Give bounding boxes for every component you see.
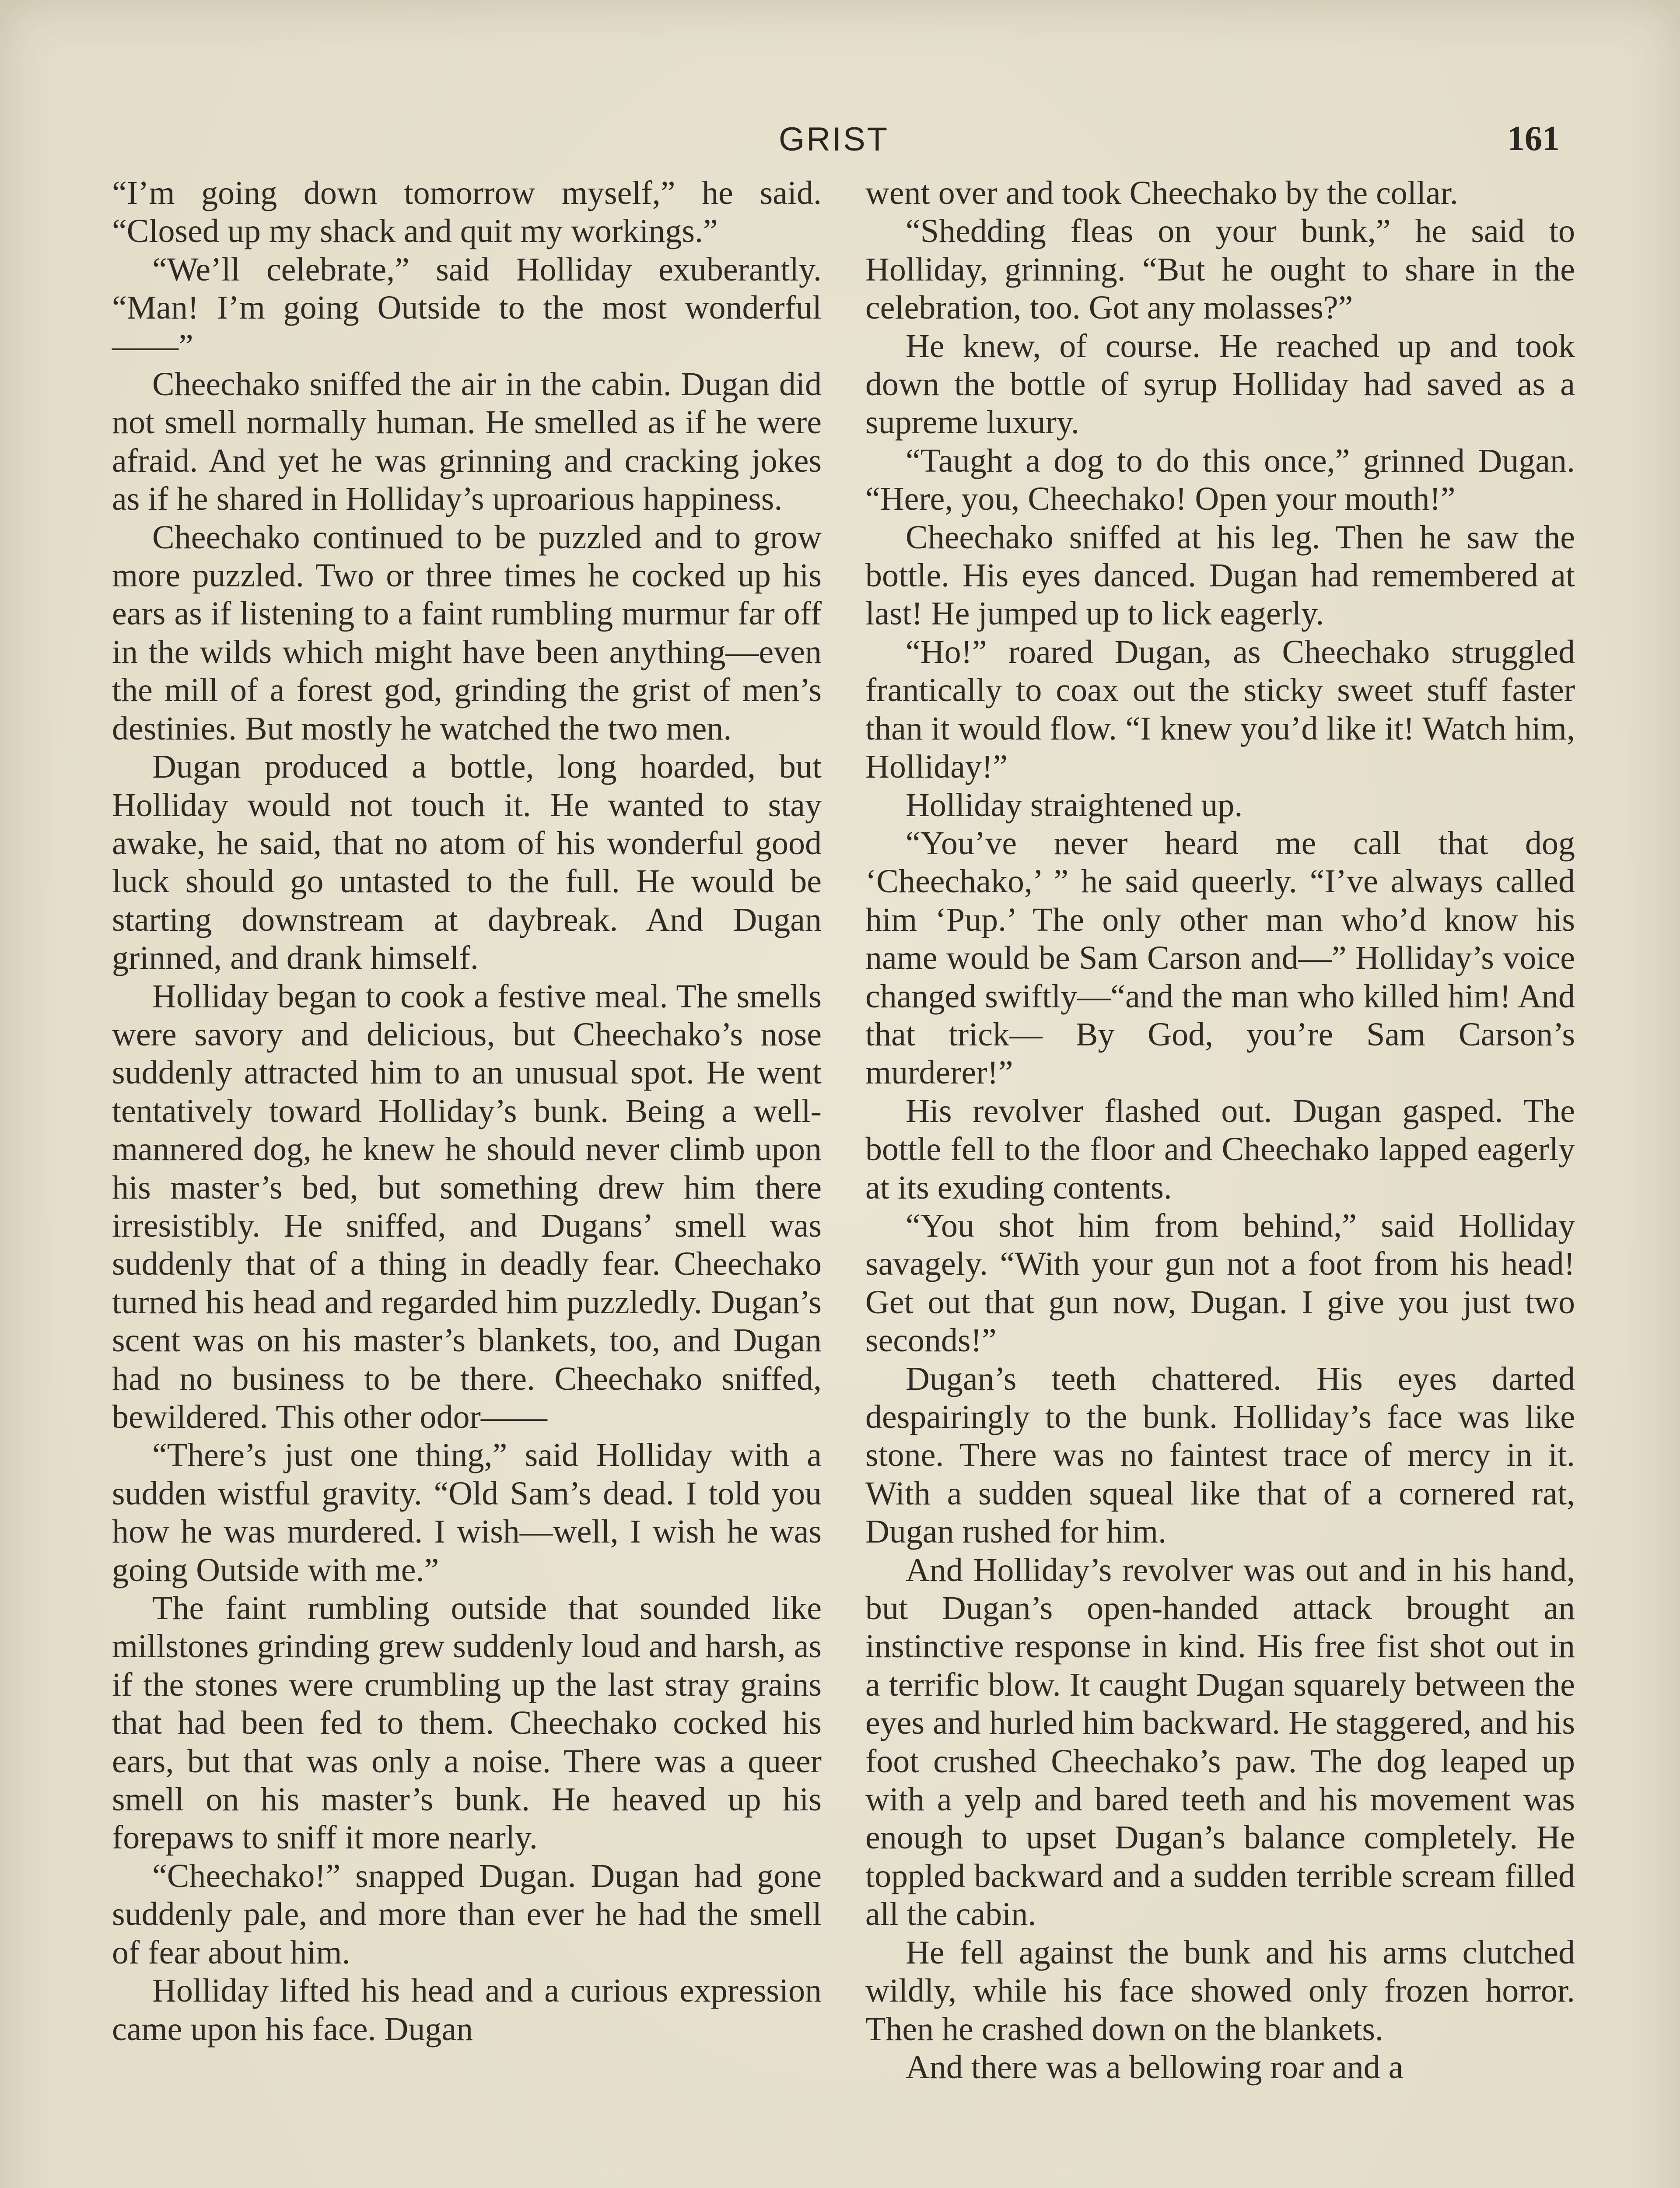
paragraph: He knew, of course. He reached up and took down the bottle of syrup Holliday had saved as a supreme luxury. [865, 327, 1575, 441]
paragraph: “Ho!” roared Dugan, as Cheechako struggled frantically to coax out the sticky sweet stuff faster than it would flow. “I knew you’d like it! Watch him, Holliday!” [865, 633, 1575, 785]
running-head: GRIST [779, 121, 889, 158]
paragraph: And there was a bellowing roar and a [906, 2048, 1404, 2086]
paragraph: “I’m going down tomorrow myself,” he said. “Closed up my shack and quit my workings.” [112, 175, 822, 250]
left-text-column [112, 174, 822, 2048]
page-number: 161 [1507, 119, 1560, 158]
paragraph: The faint rumbling outside that sounded like millstones grinding grew suddenly loud and harsh, as if the stones were crumbling up the last stray grains that had been fed to them. Cheechako cocked his ears, but that was only a noise. There was a queer smell on his master’s bunk. He heaved up his forepaws to sniff it more nearly. [112, 1590, 822, 1856]
paragraph: Cheechako sniffed at his leg. Then he saw the bottle. His eyes danced. Dugan had remembered at last! He jumped up to lick eagerly. [865, 519, 1575, 632]
paragraph: Dugan’s teeth chattered. His eyes darted despairingly to the bunk. Holliday’s face was like stone. There was no faintest trace of mercy in it. With a sudden squeal like that of a cornered rat, Dugan rushed for him. [865, 1360, 1575, 1550]
paragraph: Cheechako sniffed the air in the cabin. Dugan did not smell normally human. He smelled as if he were afraid. And yet he was grinning and cracking jokes as if he shared in Holliday’s uproarious happiness. [112, 366, 822, 518]
paragraph: Holliday straightened up. [906, 786, 1243, 824]
paragraph: He fell against the bunk and his arms clutched wildly, while his face showed only frozen horror. Then he crashed down on the blankets. [865, 1934, 1575, 2048]
paragraph: His revolver flashed out. Dugan gasped. The bottle fell to the floor and Cheechako lapped eagerly at its exuding contents. [865, 1092, 1575, 1206]
paragraph: And Holliday’s revolver was out and in his hand, but Dugan’s open-handed attack brought an instinctive response in kind. His free fist shot out in a terrific blow. It caught Dugan squarely between the eyes and hurled him backward. He staggered, and his foot crushed Cheechako’s paw. The dog leaped up with a yelp and bared teeth and his movement was enough to upset Dugan’s balance completely. He toppled backward and a sudden terrible scream filled all the cabin. [865, 1551, 1575, 1933]
paragraph: Holliday began to cook a festive meal. The smells were savory and delicious, but Cheechako’s nose suddenly attracted him to an unusual spot. He went tentatively toward Holliday’s bunk. Being a well-mannered dog, he knew he should never climb upon his master’s bed, but something drew him there irresistibly. He sniffed, and Dugans’ smell was suddenly that of a thing in deadly fear. Cheechako turned his head and regarded him puzzledly. Dugan’s scent was on his master’s blankets, too, and Dugan had no business to be there. Cheechako sniffed, bewildered. This other odor—— [112, 978, 822, 1435]
right-text-column [865, 174, 1575, 2086]
paragraph: “Shedding fleas on your bunk,” he said to Holliday, grinning. “But he ought to share in the celebration, too. Got any molasses?” [865, 213, 1575, 326]
paragraph: “We’ll celebrate,” said Holliday exuberantly. “Man! I’m going Outside to the most wonderful——” [112, 251, 822, 365]
paragraph: “You shot him from behind,” said Holliday savagely. “With your gun not a foot from his head! Get out that gun now, Dugan. I give you just two seconds!” [865, 1207, 1575, 1359]
paragraph: Dugan produced a bottle, long hoarded, but Holliday would not touch it. He wanted to stay awake, he said, that no atom of his wonderful good luck should go untasted to the full. He would be starting downstream at daybreak. And Dugan grinned, and drank himself. [112, 748, 822, 977]
paragraph: “There’s just one thing,” said Holliday with a sudden wistful gravity. “Old Sam’s dead. I told you how he was murdered. I wish—well, I wish he was going Outside with me.” [112, 1437, 822, 1588]
paragraph: “Cheechako!” snapped Dugan. Dugan had gone suddenly pale, and more than ever he had the smell of fear about him. [112, 1857, 822, 1971]
paragraph: “Taught a dog to do this once,” grinned Dugan. “Here, you, Cheechako! Open your mouth!” [865, 442, 1575, 518]
paragraph: Holliday lifted his head and a curious expression came upon his face. Dugan [112, 1972, 822, 2048]
paragraph: went over and took Cheechako by the collar. [865, 175, 1458, 211]
paragraph: Cheechako continued to be puzzled and to grow more puzzled. Two or three times he cocked up his ears as if listening to a faint rumbling murmur far off in the wilds which might have been anything—even the mill of a forest god, grinding the grist of men’s destinies. But mostly he watched the two men. [112, 519, 822, 747]
paragraph: “You’ve never heard me call that dog ‘Cheechako,’ ” he said queerly. “I’ve always called him ‘Pup.’ The only other man who’d know his name would be Sam Carson and—” Holliday’s voice changed swiftly—“and the man who killed him! And that trick— By God, you’re Sam Carson’s murderer!” [865, 824, 1575, 1091]
